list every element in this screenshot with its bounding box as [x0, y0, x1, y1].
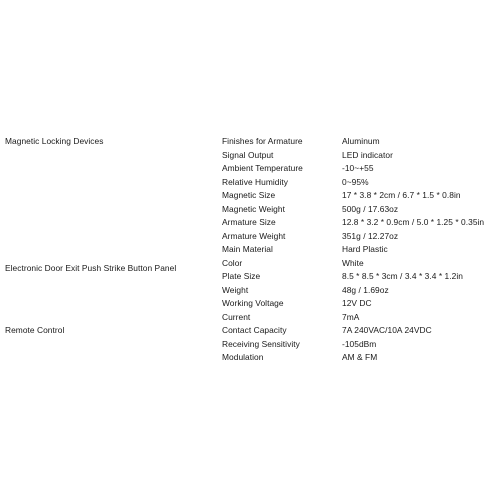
category-remote-control: Remote Control — [5, 325, 65, 335]
spec-label: Ambient Temperature — [222, 163, 303, 173]
spec-value: Aluminum — [342, 136, 380, 146]
spec-value: -10~+55 — [342, 163, 374, 173]
spec-label: Contact Capacity — [222, 325, 287, 335]
spec-label: Color — [222, 257, 243, 268]
spec-value: White — [342, 257, 364, 268]
spec-label: Current — [222, 311, 251, 322]
category-magnetic-locking-devices: Magnetic Locking Devices — [5, 136, 104, 146]
spec-value: 0~95% — [342, 176, 369, 187]
spec-value: Hard Plastic — [342, 244, 388, 254]
spec-value: 500g / 17.63oz — [342, 203, 399, 214]
category-exit-push-button-panel: Electronic Door Exit Push Strike Button Panel — [5, 263, 177, 273]
spec-label: Armature Weight — [222, 230, 286, 241]
spec-value: 7A 240VAC/10A 24VDC — [342, 325, 432, 335]
spec-value: 351g / 12.27oz — [342, 230, 399, 241]
spec-label: Magnetic Size — [222, 190, 276, 200]
spec-value: AM & FM — [342, 352, 378, 362]
spec-label: Modulation — [222, 352, 264, 362]
spec-label: Weight — [222, 284, 249, 295]
spec-label: Receiving Sensitivity — [222, 338, 300, 349]
spec-label: Plate Size — [222, 271, 261, 281]
spec-value: -105dBm — [342, 338, 377, 349]
spec-label: Finishes for Armature — [222, 136, 303, 146]
spec-label: Main Material — [222, 244, 273, 254]
spec-label: Relative Humidity — [222, 176, 289, 187]
spec-label: Signal Output — [222, 149, 274, 160]
spec-value: 8.5 * 8.5 * 3cm / 3.4 * 3.4 * 1.2in — [342, 271, 463, 281]
spec-label: Working Voltage — [222, 298, 284, 308]
spec-value: 17 * 3.8 * 2cm / 6.7 * 1.5 * 0.8in — [342, 190, 461, 200]
spec-value: LED indicator — [342, 149, 393, 160]
spec-value: 48g / 1.69oz — [342, 284, 389, 295]
spec-value: 12V DC — [342, 298, 372, 308]
spec-label: Armature Size — [222, 217, 276, 227]
spec-value: 12.8 * 3.2 * 0.9cm / 5.0 * 1.25 * 0.35in — [342, 217, 485, 227]
spec-label: Magnetic Weight — [222, 203, 285, 214]
spec-value: 7mA — [342, 311, 360, 322]
